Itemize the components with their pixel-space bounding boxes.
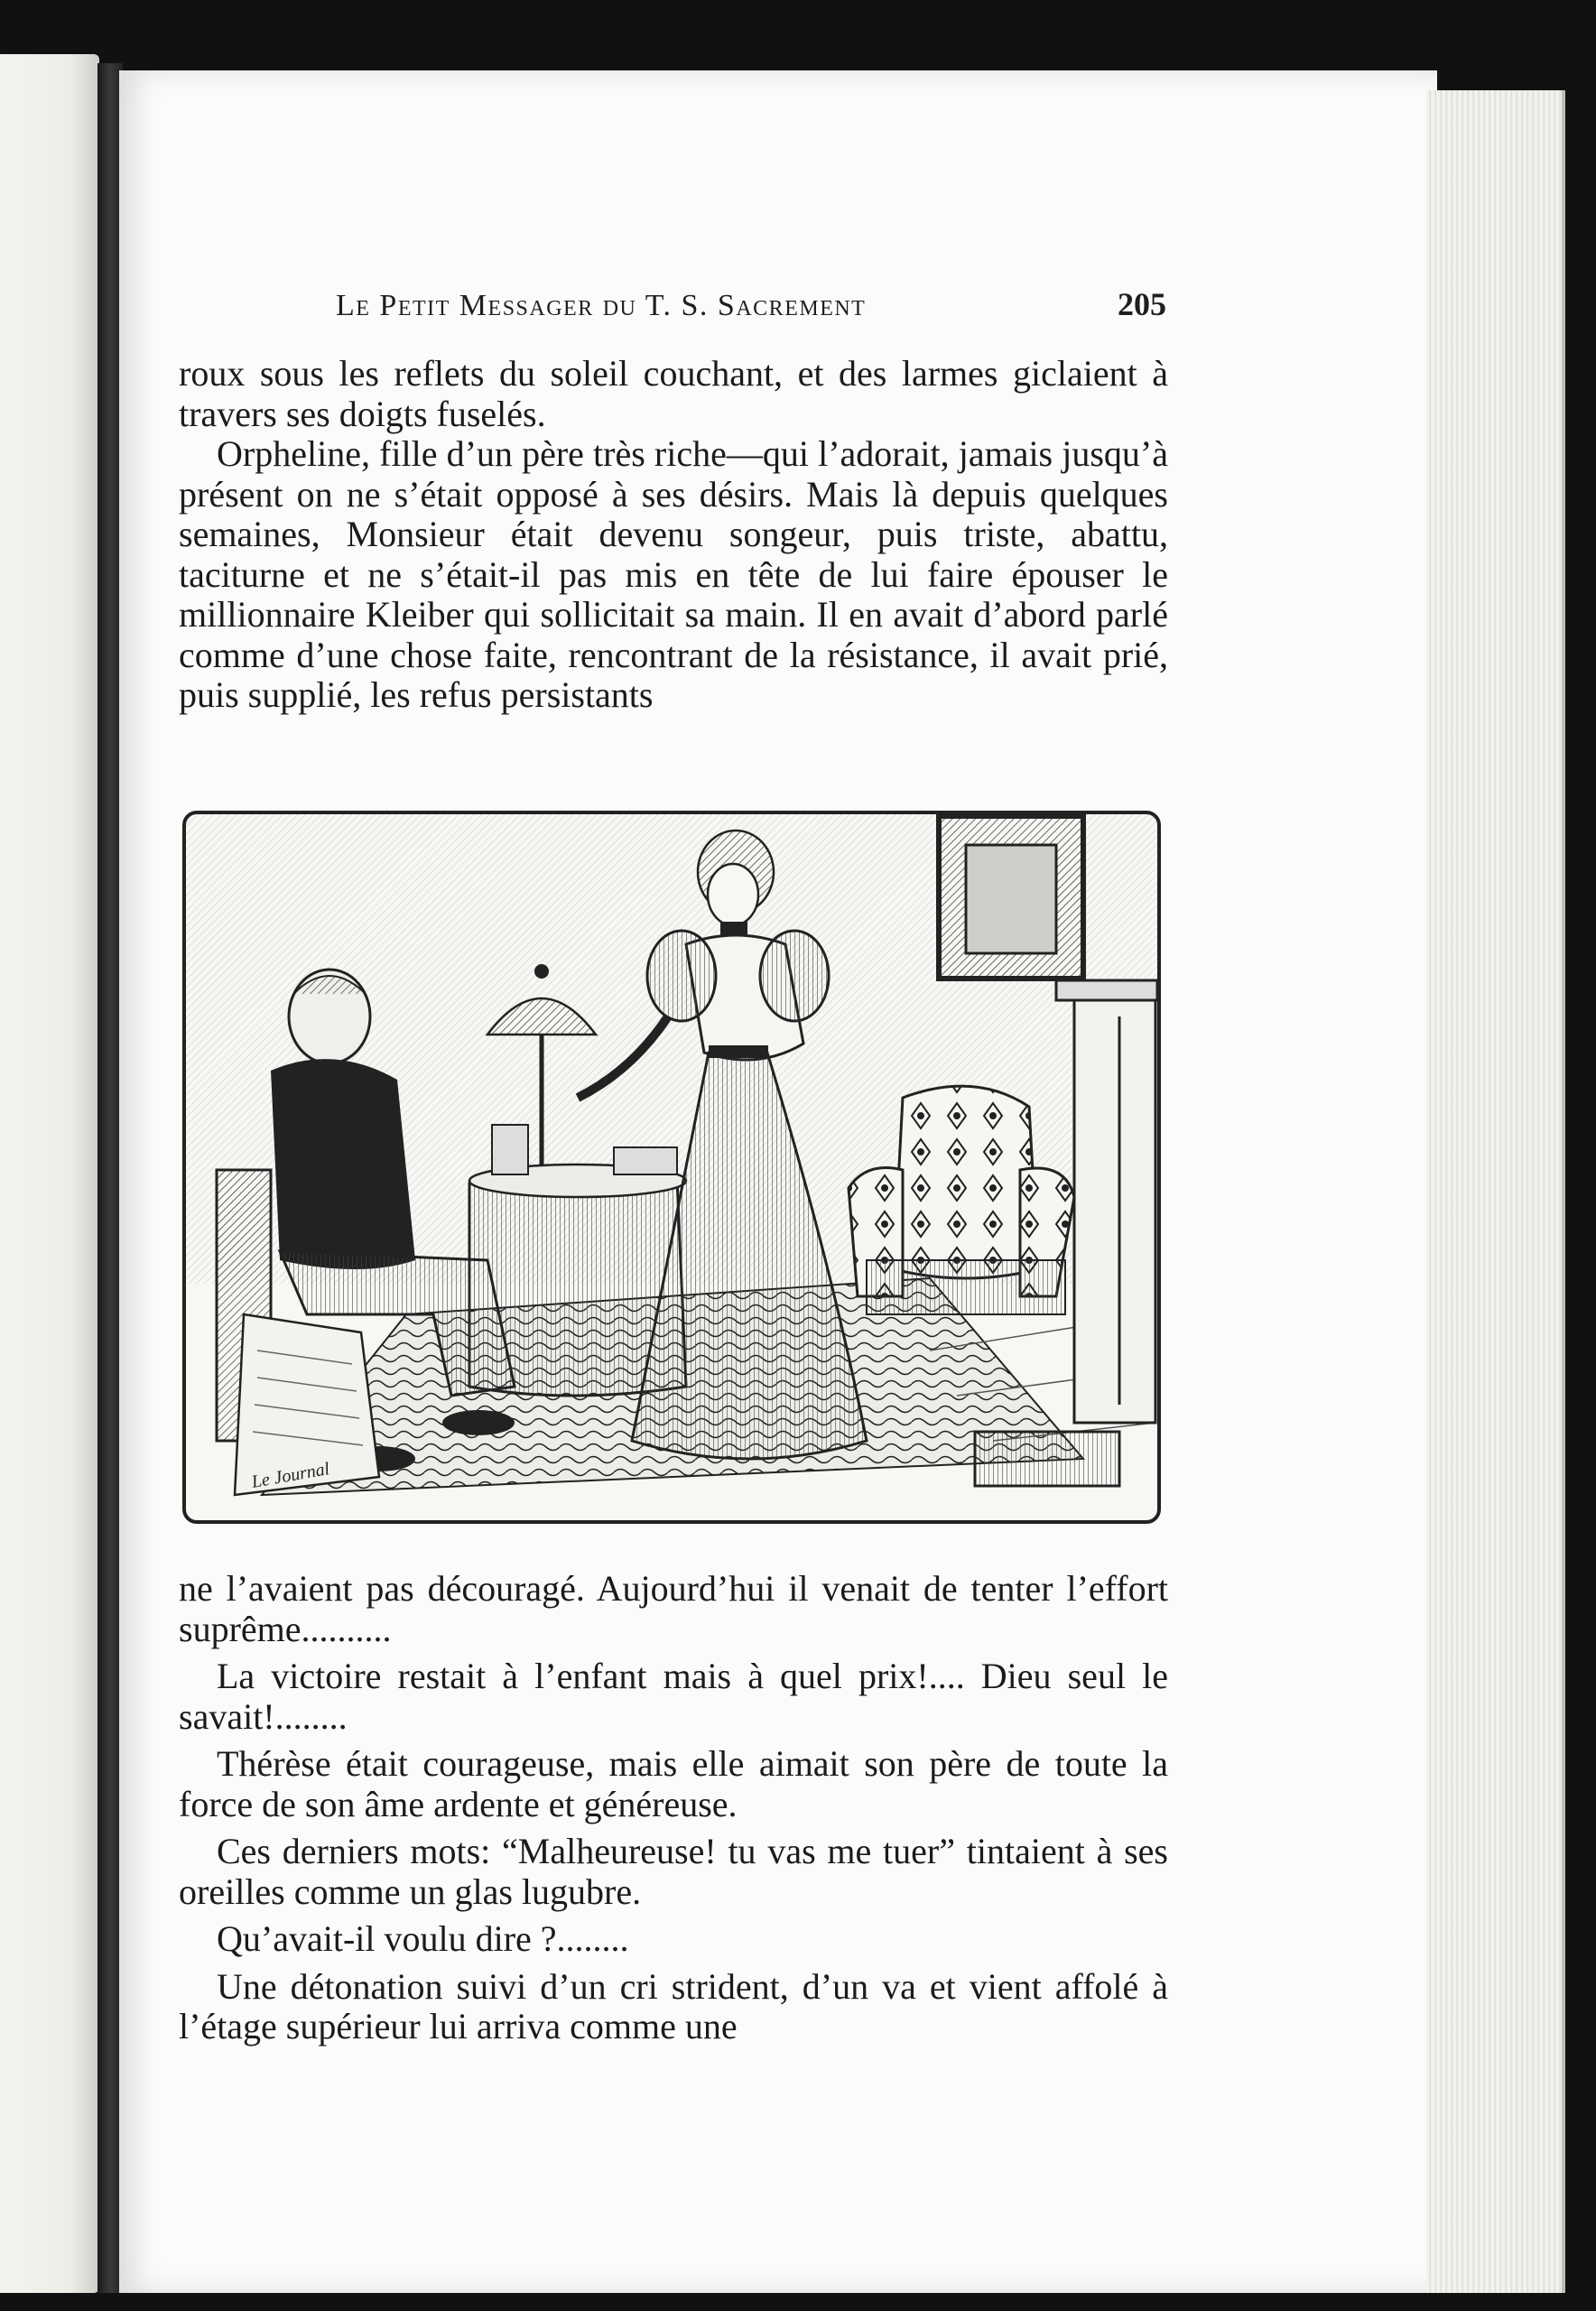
paragraph: roux sous les reflets du soleil couchant, et des larmes giclaient à travers ses doigts fuselés. [179,353,1168,434]
paragraph: Une détonation suivi d’un cri strident, d’un va et vient affolé à l’étage supérieur lui arriva comme une [179,1965,1168,2046]
paragraph: Qu’avait-il voulu dire ?........ [217,1918,629,1959]
engraving-illustration [181,809,1163,1526]
text-block-bottom [179,1569,1168,2047]
page-block-edges [1426,90,1565,2293]
paragraph: La victoire restait à l’enfant mais à quel prix!.... Dieu seul le savait!........ [179,1656,1168,1737]
text-block-top [179,354,1168,716]
left-page-edge [0,54,99,2293]
running-title: Le Petit Messager du T. S. Sacrement [336,289,867,322]
newspaper-title: Le Journal [250,1459,331,1492]
paragraph: Orpheline, fille d’un père très riche—qui l’adorait, jamais jusqu’à présent on ne s’était opposé à ses désirs. Mais là depuis quelques semaines, Monsieur était devenu songeur, puis triste, abattu, taciturne et ne s’était-il pas mis en tête de lui faire épouser le millionnaire Kleiber qui sollicitait sa main. Il en avait d’abord parlé comme d’une chose faite, rencontrant de la résistance, il avait prié, puis supplié, les refus persistants [179,433,1168,715]
paragraph: ne l’avaient pas découragé. Aujourd’hui il venait de tenter l’effort suprême.......... [179,1568,1168,1649]
page-number: 205 [1118,286,1166,322]
running-header [336,285,1166,325]
paragraph: Ces derniers mots: “Malheureuse! tu vas me tuer” tintaient à ses oreilles comme un glas lugubre. [179,1831,1168,1912]
paragraph: Thérèse était courageuse, mais elle aimait son père de toute la force de son âme ardente et généreuse. [179,1743,1168,1824]
